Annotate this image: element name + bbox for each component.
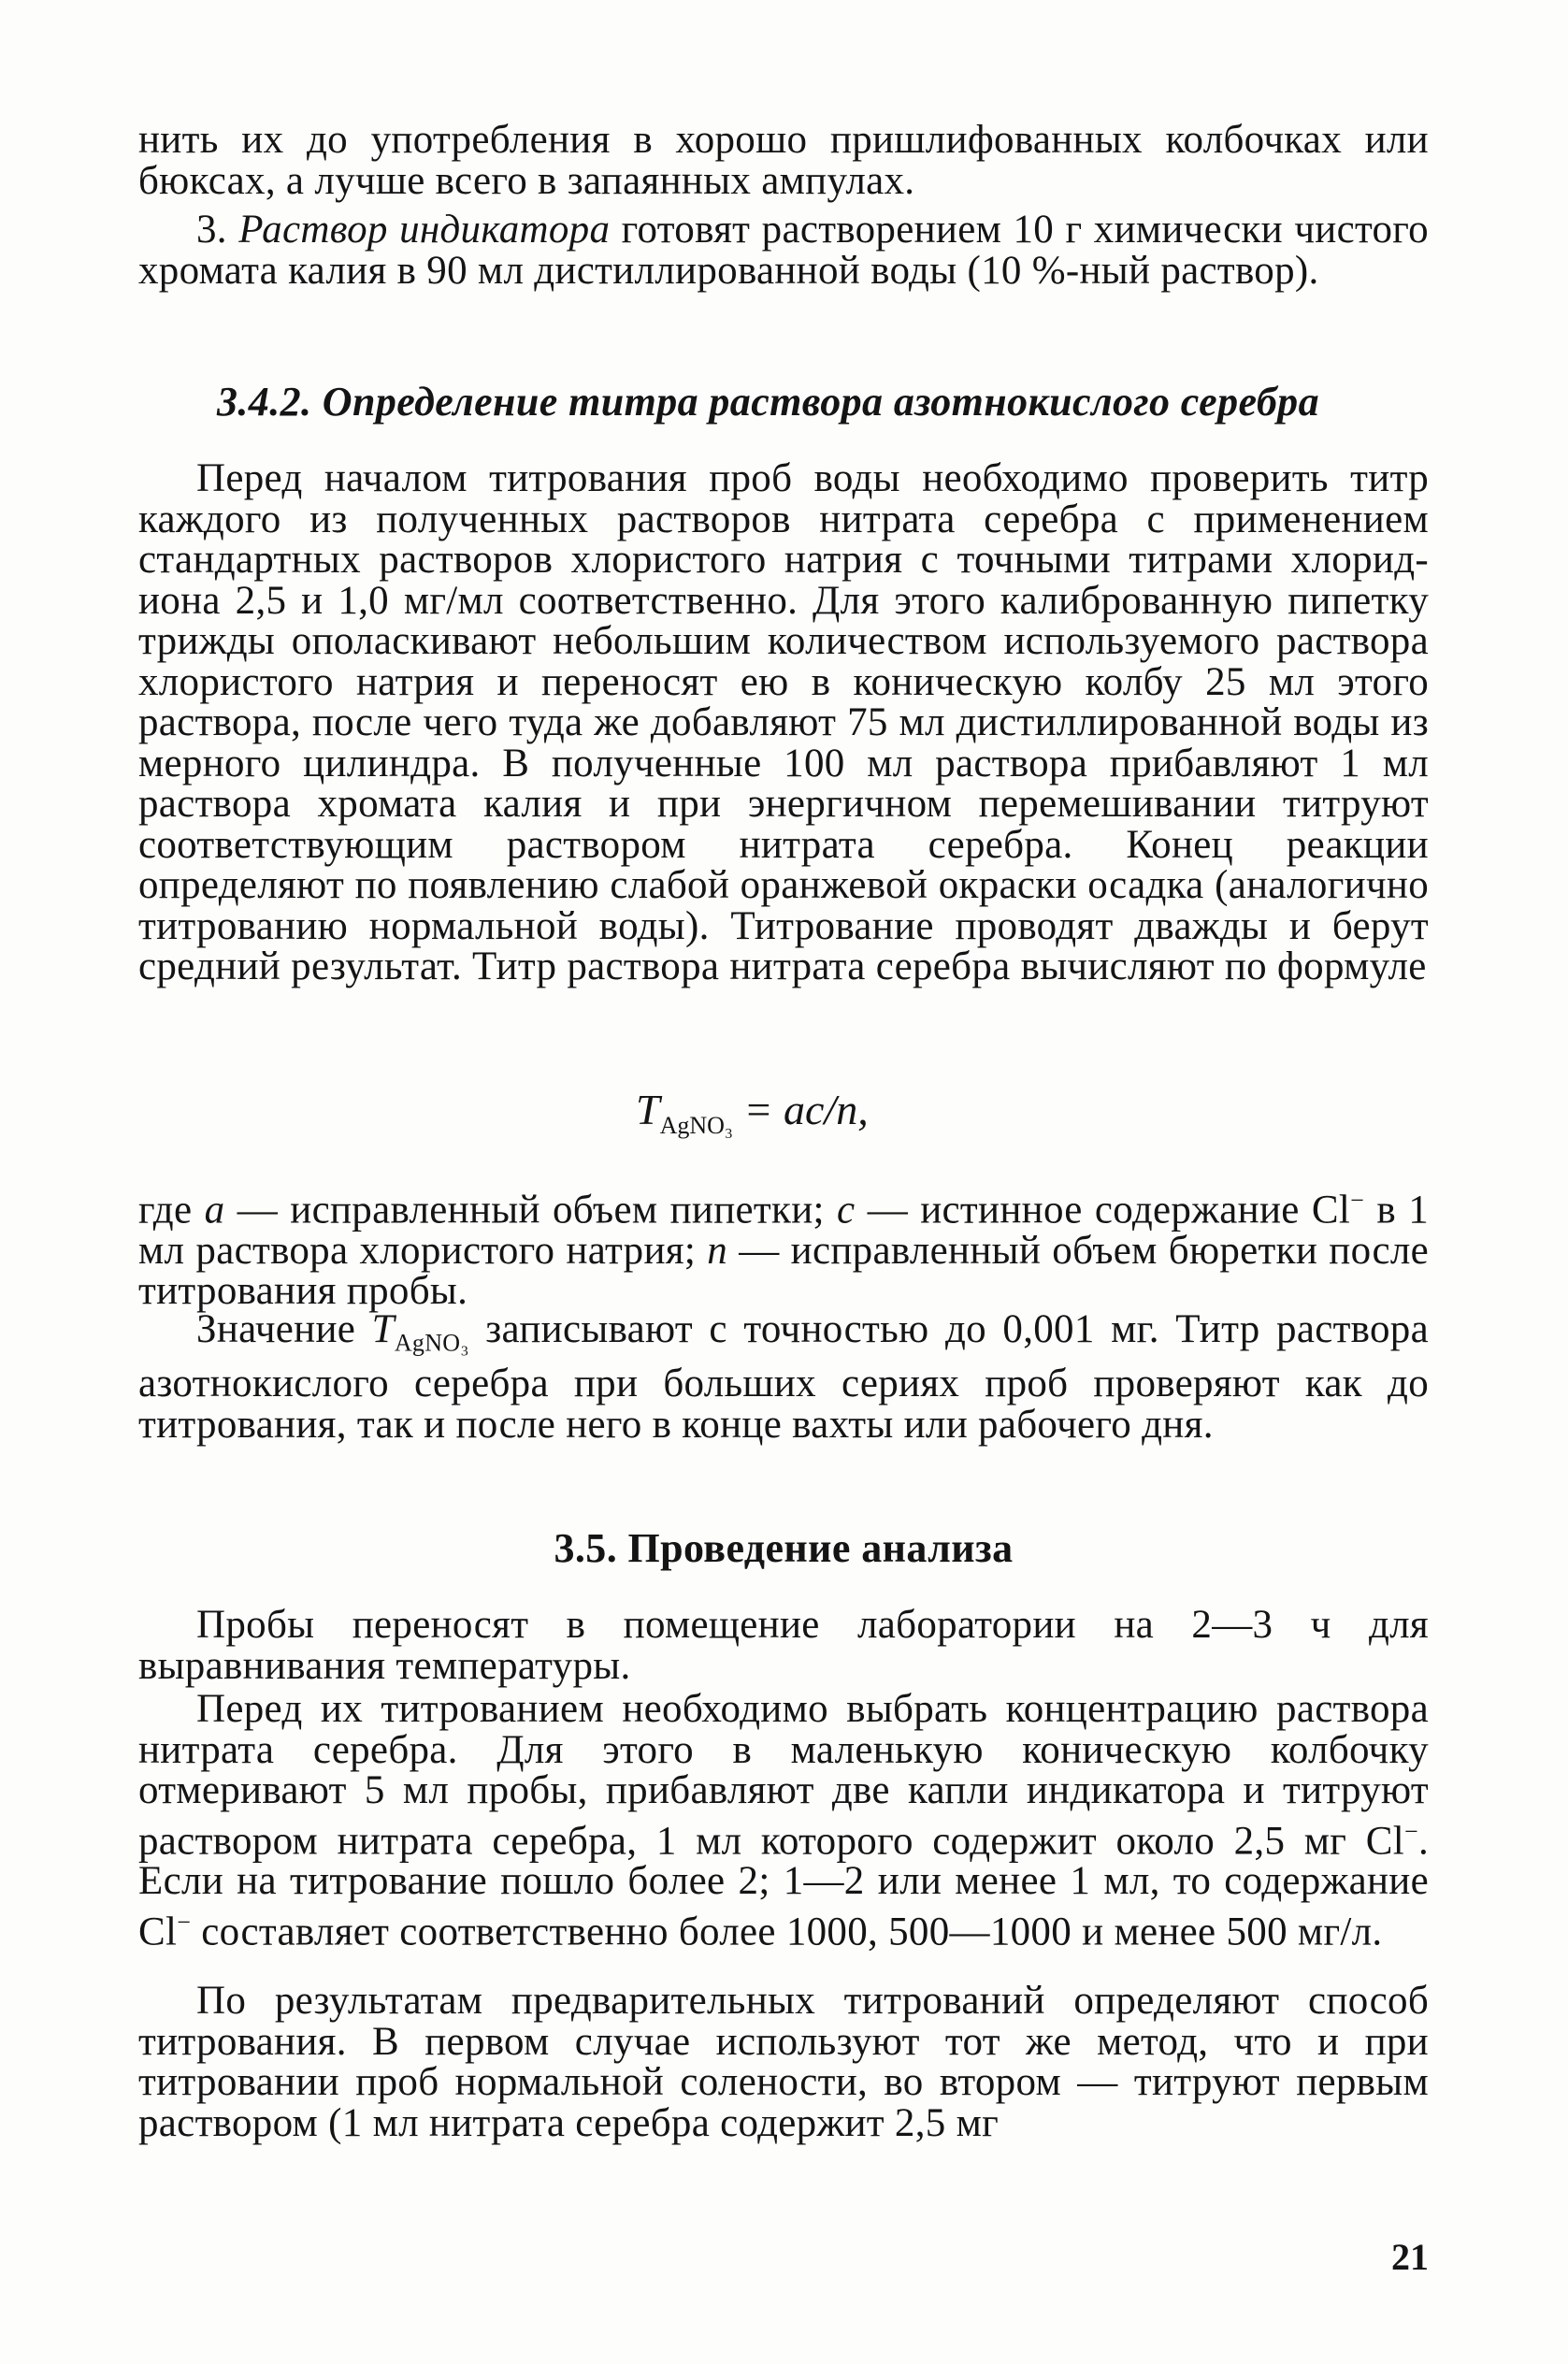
section-heading-3-5: 3.5. Проведение анализа [554, 1525, 1014, 1571]
section-heading-3-4-2: 3.4.2. Определение титра раствора азотнокислого серебра [217, 379, 1319, 425]
paragraph-titer-precision: Значение $T_{AgNO_3}$ записывают с точностью до 0,001 мг. Титр раствора азотнокислого серебра при больших сериях проб проверяют как до титрования, так и после него в конце вахты или рабочего дня. [138, 1307, 1429, 1447]
paragraph-ampoules: нить их до употребления в хорошо пришлифованных колбочках или бюксах, а лучше всего в запаянных ампулах. [138, 118, 1429, 203]
page-number: 21 [1391, 2236, 1429, 2278]
paragraph-concentration-choice: Перед их титрованием необходимо выбрать концентрацию раствора нитрата серебра. Для этого в маленькую коническую колбочку отмеривают 5 мл пробы, прибавляют две капли индикатора и титруют раствором нитрата серебра, 1 мл которого содержит около 2,5 мг Cl−. Если на титрование пошло более 2; 1—2 или менее 1 мл, то содержание Cl− составляет соответственно более 1000, 500—1000 и менее 500 мг/л. [138, 1687, 1429, 1954]
titer-formula: $T_{AgNO_3} = ac/n$, [636, 1086, 869, 1140]
paragraph-formula-legend: где a — исправленный объем пипетки; c — истинное содержание Cl− в 1 мл раствора хлористого натрия; n — исправленный объем бюретки после титрования пробы. [138, 1187, 1430, 1314]
paragraph-samples-transfer: Пробы переносят в помещение лаборатории на 2—3 ч для выравнивания температуры. [138, 1603, 1429, 1688]
paragraph-indicator-solution: 3. Раствор индикатора готовят растворением 10 г химически чистого хромата калия в 90 мл дистиллированной воды (10 %-ный раствор). [138, 208, 1429, 293]
paragraph-titration-method: По результатам предварительных титрований определяют способ титрования. В первом случае используют тот же метод, что и при титровании проб нормальной солености, во втором — титруют первым раствором (1 мл нитрата серебра содержит 2,5 мг [138, 1979, 1429, 2145]
paragraph-titer-determination: Перед началом титрования проб воды необходимо проверить титр каждого из полученных растворов нитрата серебра с применением стандартных растворов хлористого натрия с точными титрами хлорид-иона 2,5 и 1,0 мг/мл соответственно. Для этого калиброванную пипетку трижды ополаскивают небольшим количеством используемого раствора хлористого натрия и переносят ею в коническую колбу 25 мл этого раствора, после чего туда же добавляют 75 мл дистиллированной воды из мерного цилиндра. В полученные 100 мл раствора прибавляют 1 мл раствора хромата калия и при энергичном перемешивании титруют соответствующим раствором нитрата серебра. Конец реакции определяют по появлению слабой оранжевой окраски осадка (аналогично титрованию нормальной воды). Титрование проводят дважды и берут средний результат. Титр раствора нитрата серебра вычисляют по формуле [138, 456, 1429, 988]
indicator-term: Раствор индикатора [238, 208, 611, 252]
